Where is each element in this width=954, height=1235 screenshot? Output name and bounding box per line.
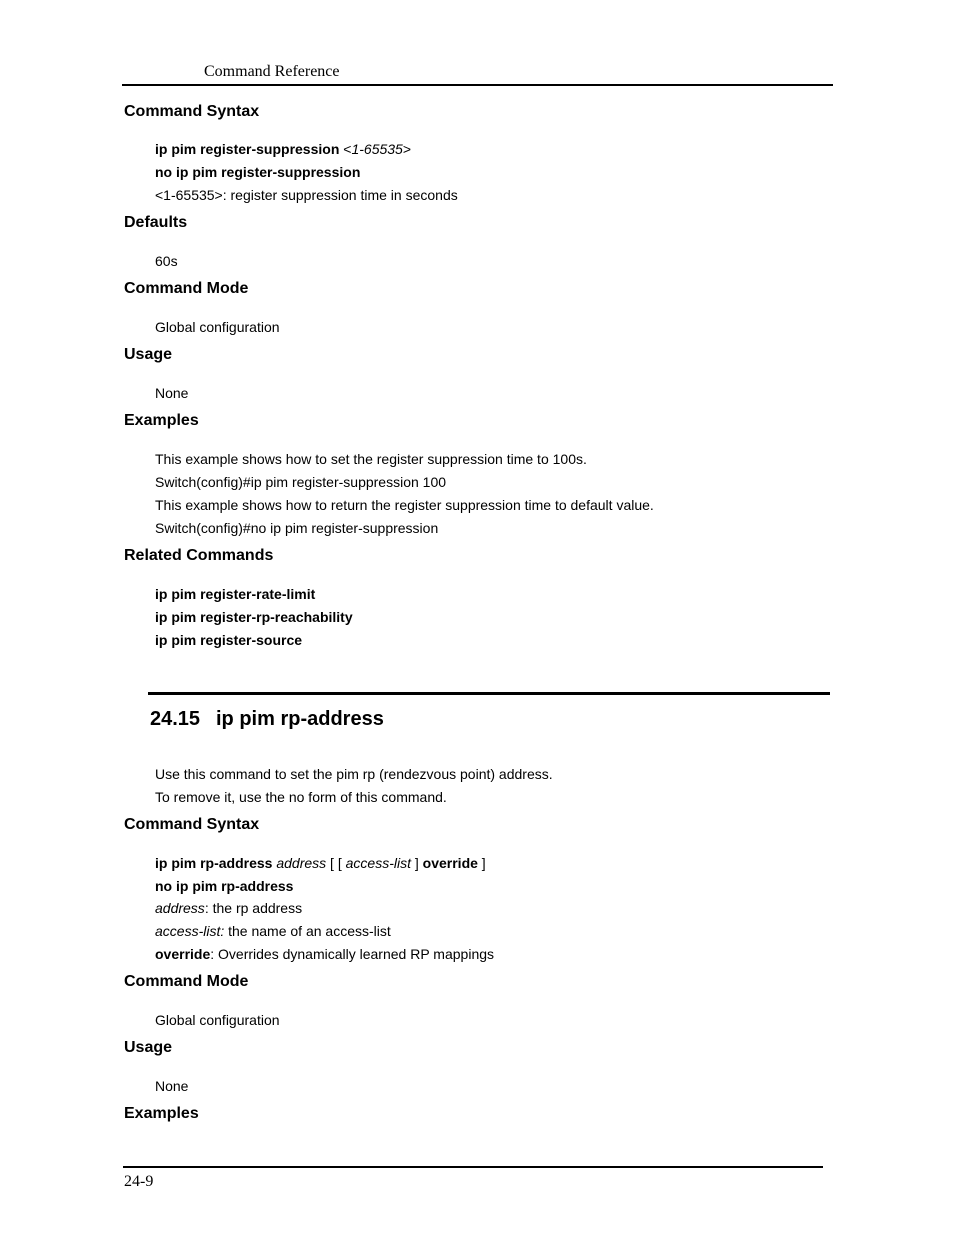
defaults-value: 60s: [155, 253, 178, 269]
related-commands-heading: Related Commands: [124, 547, 274, 564]
param-access-list: [155, 923, 391, 939]
param-address-desc: : the rp address: [204, 900, 303, 916]
rp-syntax-bracket-mid: ]: [410, 855, 423, 871]
usage-heading: Usage: [124, 346, 173, 363]
command-syntax-heading-2: Command Syntax: [124, 816, 260, 833]
usage-value-2: None: [155, 1078, 189, 1094]
param-access-list-name: access-list:: [155, 923, 225, 939]
command-syntax-heading: Command Syntax: [124, 103, 260, 120]
param-address-name: address: [155, 900, 205, 916]
param-override-desc: : Overrides dynamically learned RP mappings: [210, 946, 495, 962]
examples-heading-2: Examples: [124, 1105, 199, 1122]
syntax-arg: 1-65535: [351, 141, 403, 157]
usage-value: None: [155, 385, 189, 401]
related-command-1: ip pim register-rate-limit: [155, 586, 316, 602]
defaults-heading: Defaults: [124, 214, 188, 231]
usage-heading-2: Usage: [124, 1039, 173, 1056]
command-mode-heading-2: Command Mode: [124, 973, 249, 990]
page-number: 24-9: [124, 1173, 154, 1190]
example-line-3: This example shows how to return the register suppression time to default value.: [155, 497, 654, 513]
param-address: [155, 900, 302, 916]
footer-rule: [123, 1166, 823, 1168]
rp-syntax-override: override: [422, 855, 478, 871]
example-line-1: This example shows how to set the register suppression time to 100s.: [155, 451, 587, 467]
related-command-2: ip pim register-rp-reachability: [155, 609, 353, 625]
syntax-line-2: no ip pim register-suppression: [155, 164, 361, 180]
syntax-line-1: [155, 141, 411, 157]
rp-syntax-bracket-close: ]: [477, 855, 486, 871]
syntax-line-3: <1-65535>: register suppression time in seconds: [155, 187, 458, 203]
rp-syntax-line-1: [155, 855, 486, 871]
syntax-gt: >: [402, 141, 412, 157]
section-title-text: ip pim rp-address: [216, 708, 384, 730]
syntax-command: ip pim register-suppression: [155, 141, 340, 157]
header-rule: [122, 84, 833, 86]
rp-syntax-address: address: [276, 855, 327, 871]
rp-syntax-no-form: no ip pim rp-address: [155, 878, 294, 894]
command-mode-heading: Command Mode: [124, 280, 249, 297]
example-line-4: Switch(config)#no ip pim register-suppression: [155, 520, 439, 536]
example-line-2: Switch(config)#ip pim register-suppression 100: [155, 474, 447, 490]
examples-heading: Examples: [124, 412, 199, 429]
section-rule: [148, 692, 830, 695]
syntax-lt: <: [339, 141, 352, 157]
related-command-3: ip pim register-source: [155, 632, 303, 648]
intro-line-1: Use this command to set the pim rp (rendezvous point) address.: [155, 766, 553, 782]
param-override: [155, 946, 494, 962]
section-title: [150, 708, 384, 731]
rp-syntax-access-list: access-list: [345, 855, 411, 871]
section-number: 24.15: [150, 708, 201, 730]
rp-syntax-bracket-open: [ [: [326, 855, 346, 871]
command-mode-value-2: Global configuration: [155, 1012, 280, 1028]
rp-syntax-command: ip pim rp-address: [155, 855, 273, 871]
command-mode-value: Global configuration: [155, 319, 280, 335]
intro-line-2: To remove it, use the no form of this command.: [155, 789, 447, 805]
running-header: Command Reference: [204, 63, 340, 80]
param-override-name: override: [155, 946, 211, 962]
param-access-list-desc: the name of an access-list: [224, 923, 391, 939]
